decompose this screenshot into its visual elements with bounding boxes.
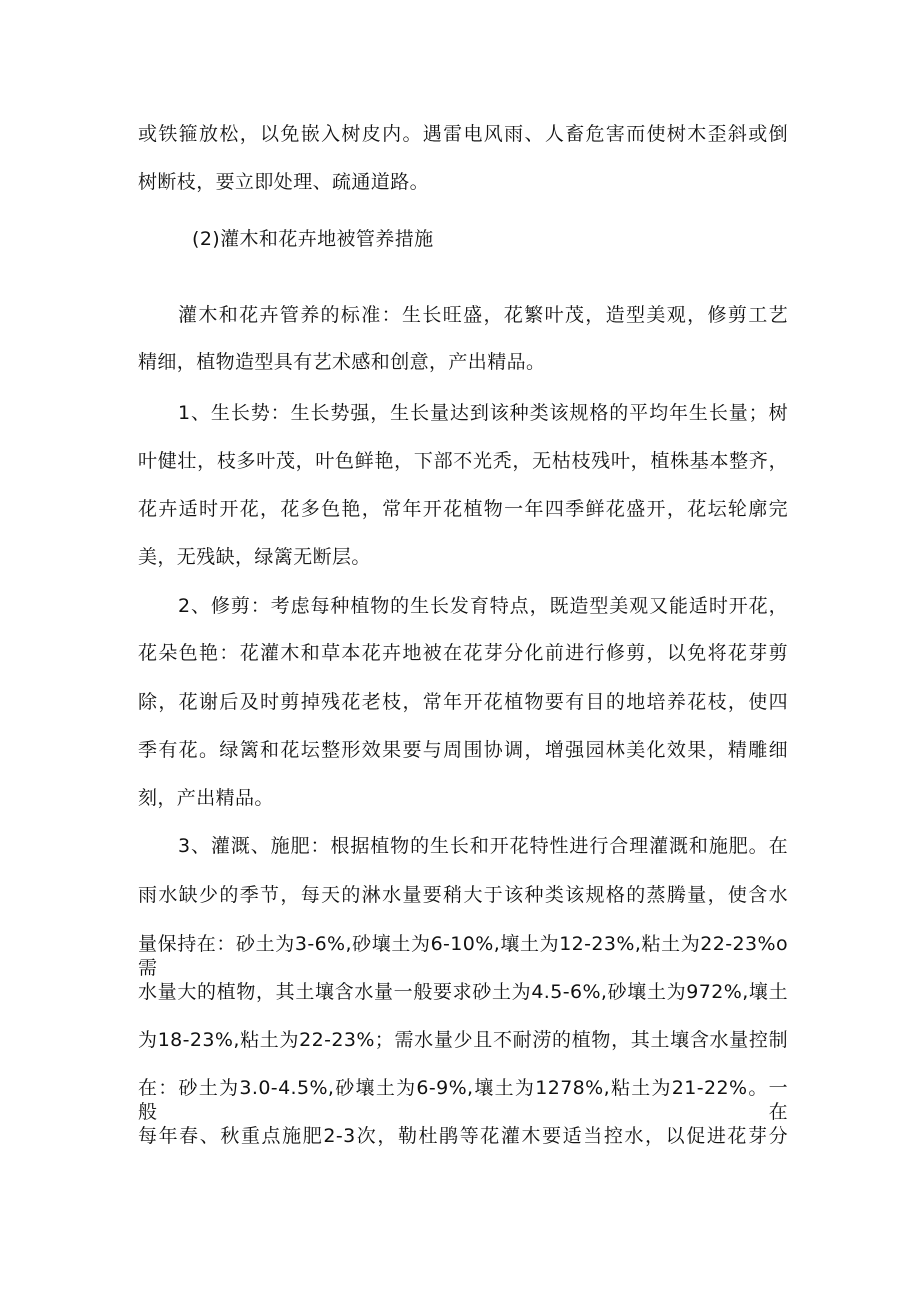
paragraph-line: 3、灌溉、施肥：根据植物的生长和开花特性进行合理灌溉和施肥。在 [178, 835, 788, 857]
paragraph-line: 精细，植物造型具有艺术感和创意，产出精品。 [138, 351, 546, 373]
paragraph-line: 除，花谢后及时剪掉残花老枝，常年开花植物要有目的地培养花枝，使四 [138, 691, 788, 713]
paragraph-line: 为18-23%,粘土为22-23%；需水量少且不耐涝的植物，其土壤含水量控制 [138, 1029, 788, 1051]
paragraph-line: 水量大的植物，其土壤含水量一般要求砂土为4.5-6%,砂壤土为972%,壤土 [138, 981, 788, 1003]
paragraph-line: 叶健壮，枝多叶茂，叶色鲜艳，下部不光秃，无枯枝残叶，植株基本整齐， [138, 450, 788, 472]
paragraph-line: 刻，产出精品。 [138, 787, 274, 809]
paragraph-line: 花卉适时开花，花多色艳，常年开花植物一年四季鲜花盛开，花坛轮廓完 [138, 498, 788, 520]
paragraph-line: 或铁箍放松，以免嵌入树皮内。遇雷电风雨、人畜危害而使树木歪斜或倒 [138, 123, 788, 145]
paragraph-line: 美，无残缺，绿篱无断层。 [138, 546, 371, 568]
paragraph-line: 灌木和花卉管养的标准：生长旺盛，花繁叶茂，造型美观，修剪工艺 [178, 304, 788, 326]
paragraph-line: 2、修剪：考虑每种植物的生长发育特点，既造型美观又能适时开花， [178, 595, 788, 617]
paragraph-line: 季有花。绿篱和花坛整形效果要与周围协调，增强园林美化效果，精雕细 [138, 739, 788, 761]
paragraph-line: 1、生长势：生长势强，生长量达到该种类该规格的平均年生长量；树 [178, 402, 788, 424]
paragraph-line: 每年春、秋重点施肥2-3次，勒杜鹃等花灌木要适当控水，以促进花芽分 [138, 1125, 788, 1147]
paragraph-line: 在：砂土为3.0-4.5%,砂壤土为6-9%,壤土为1278%,粘土为21-22%。一般在 [138, 1077, 788, 1123]
section-heading: (2)灌木和花卉地被管养措施 [192, 228, 434, 250]
paragraph-line: 花朵色艳：花灌木和草本花卉地被在花芽分化前进行修剪，以免将花芽剪 [138, 642, 788, 664]
paragraph-line: 雨水缺少的季节，每天的淋水量要稍大于该种类该规格的蒸腾量，使含水 [138, 884, 788, 906]
paragraph-line: 树断枝，要立即处理、疏通道路。 [138, 171, 430, 193]
paragraph-line: 量保持在：砂土为3-6%,砂壤土为6-10%,壤土为12-23%,粘土为22-23%o需 [138, 933, 788, 979]
